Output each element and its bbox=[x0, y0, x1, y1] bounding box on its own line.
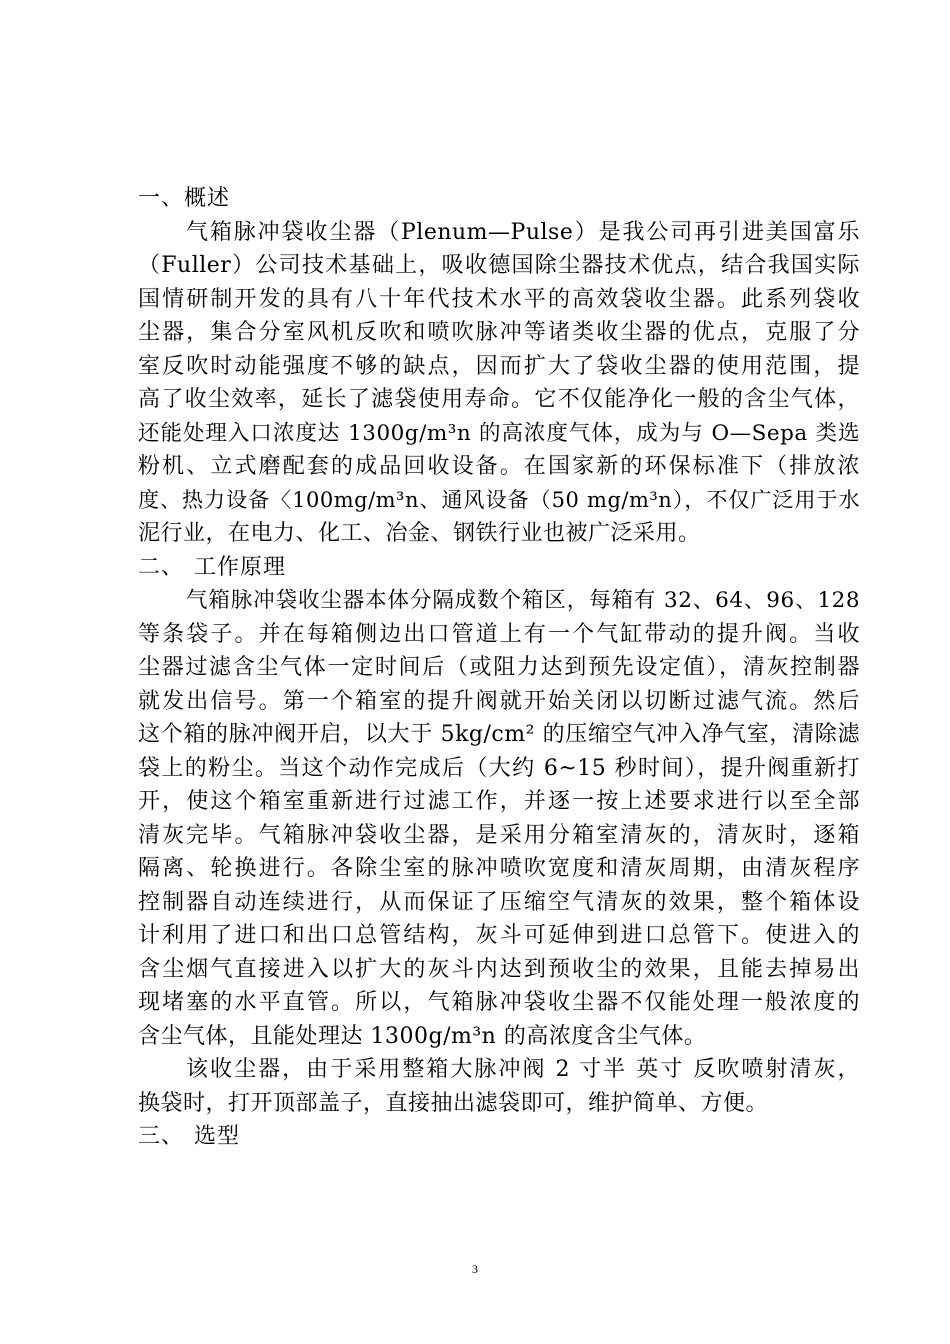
text-line: 还能处理入口浓度达 1300g/m³n 的高浓度气体，成为与 O—Sepa 类选 bbox=[138, 420, 860, 446]
text-line: 国情研制开发的具有八十年代技术水平的高效袋收尘器。此系列袋收 bbox=[138, 286, 860, 312]
text-line: 度、热力设备〈100mg/m³n、通风设备（50 mg/m³n），不仅广泛用于水 bbox=[138, 487, 860, 512]
text-line: 尘器过滤含尘气体一定时间后（或阻力达到预先设定值），清灰控制器 bbox=[138, 655, 860, 680]
text-line: 控制器自动连续进行，从而保证了压缩空气清灰的效果，整个箱体设 bbox=[138, 889, 860, 915]
text-line: 泥行业，在电力、化工、冶金、钢铁行业也被广泛采用。 bbox=[138, 521, 701, 546]
text-line: 清灰完毕。气箱脉冲袋收尘器，是采用分箱室清灰的，清灰时，逐箱 bbox=[138, 822, 860, 848]
document-page bbox=[138, 182, 860, 1154]
overview-paragraph bbox=[138, 216, 860, 551]
text-line: 开，使这个箱室重新进行过滤工作，并逐一按上述要求进行以至全部 bbox=[138, 789, 860, 814]
section-title: 选型 bbox=[194, 1124, 241, 1149]
text-line: （Fuller）公司技术基础上，吸收德国除尘器技术优点，结合我国实际 bbox=[138, 253, 860, 278]
working-principle-paragraph bbox=[138, 584, 860, 1053]
section-number: 三、 bbox=[138, 1124, 185, 1149]
text-line: 换袋时，打开顶部盖子，直接抽出滤袋即可，维护简单、方便。 bbox=[138, 1090, 769, 1116]
text-line: 含尘烟气直接进入以扩大的灰斗内达到预收尘的效果，且能去掉易出 bbox=[138, 956, 860, 982]
section-number: 二、 bbox=[138, 554, 185, 580]
text-line: 这个箱的脉冲阀开启，以大于 5kg/cm² 的压缩空气冲入净气室，清除滤 bbox=[138, 722, 860, 747]
text-line: 隔离、轮换进行。各除尘室的脉冲喷吹宽度和清灰周期，由清灰程序 bbox=[138, 856, 860, 881]
section-title: 工作原理 bbox=[194, 554, 287, 580]
page-number: 3 bbox=[472, 1262, 478, 1276]
section-heading-selection bbox=[138, 1120, 860, 1154]
text-line: 就发出信号。第一个箱室的提升阀就开始关闭以切断过滤气流。然后 bbox=[138, 688, 860, 714]
text-line: 计利用了进口和出口总管结构，灰斗可延伸到进口总管下。使进入的 bbox=[138, 923, 860, 948]
text-line: 室反吹时动能强度不够的缺点，因而扩大了袋收尘器的使用范围，提 bbox=[138, 353, 860, 379]
text-line: 气箱脉冲袋收尘器本体分隔成数个箱区，每箱有 32、64、96、128 bbox=[186, 588, 860, 613]
text-line: 含尘气体，且能处理达 1300g/m³n 的高浓度含尘气体。 bbox=[138, 1023, 707, 1049]
text-line: 高了收尘效率，延长了滤袋使用寿命。它不仅能净化一般的含尘气体， bbox=[138, 387, 860, 412]
text-line: 粉机、立式磨配套的成品回收设备。在国家新的环保标准下（排放浓 bbox=[138, 454, 860, 479]
text-line: 该收尘器，由于采用整箱大脉冲阀 2 寸半 英寸 反吹喷射清灰， bbox=[186, 1057, 860, 1082]
maintenance-paragraph bbox=[138, 1053, 860, 1120]
section-heading-overview: 一、概述 bbox=[138, 186, 231, 211]
section-heading-working-principle bbox=[138, 551, 860, 585]
text-line: 袋上的粉尘。当这个动作完成后（大约 6~15 秒时间），提升阀重新打 bbox=[138, 755, 860, 781]
text-line: 现堵塞的水平直管。所以，气箱脉冲袋收尘器不仅能处理一般浓度的 bbox=[138, 990, 860, 1015]
text-line: 等条袋子。并在每箱侧边出口管道上有一个气缸带动的提升阀。当收 bbox=[138, 621, 860, 647]
text-line: 气箱脉冲袋收尘器（Plenum—Pulse）是我公司再引进美国富乐 bbox=[186, 219, 860, 245]
text-line: 尘器，集合分室风机反吹和喷吹脉冲等诸类收尘器的优点，克服了分 bbox=[138, 320, 860, 345]
